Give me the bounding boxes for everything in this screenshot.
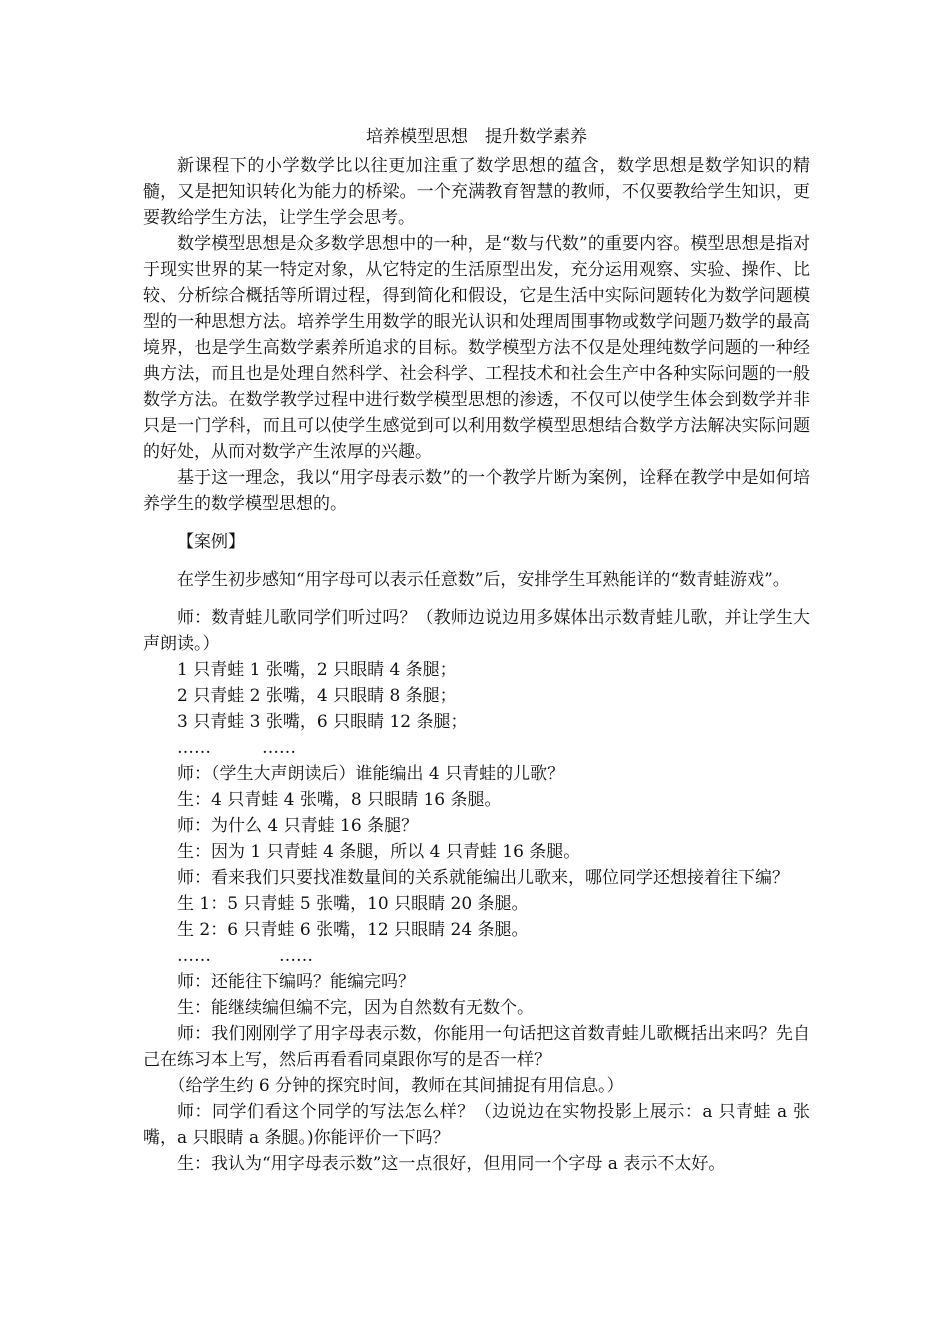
dialogue-line: 生：4 只青蛙 4 张嘴，8 只眼睛 16 条腿。	[177, 790, 502, 810]
song-line: 1 只青蛙 1 张嘴，2 只眼睛 4 条腿；	[177, 660, 457, 680]
song-line: 2 只青蛙 2 张嘴，4 只眼睛 8 条腿；	[177, 686, 457, 706]
dialogue-line: 师：看来我们只要找准数量间的关系就能编出儿歌来，哪位同学还想接着往下编？	[177, 868, 789, 888]
document-title: 培养模型思想 提升数学素养	[366, 127, 587, 147]
dialogue-line: 师：同学们看这个同学的写法怎么样？（边说边在实物投影上展示：a 只青蛙 a 张嘴，a 只眼睛 a 条腿。)你能评价一下吗？	[143, 1102, 810, 1148]
song-line: 3 只青蛙 3 张嘴，6 只眼睛 12 条腿；	[177, 712, 468, 732]
paragraph-model-thinking: 数学模型思想是众多数学思想中的一种，是“数与代数”的重要内容。模型思想是指对于现实世界的某一特定对象，从它特定的生活原型出发，充分运用观察、实验、操作、比较、分析综合概括等所谓过程，得到简化和假设，它是生活中实际问题转化为数学问题模型的一种思想方法。培养学生用数学的眼光认识和处理周围事物或数学问题乃数学的最高境界，也是学生高数学素养所追求的目标。数学模型方法不仅是处理纯数学问题的一种经典方法，而且也是处理自然科学、社会科学、工程技术和社会生产中各种实际问题的一般数学方法。在数学教学过程中进行数学模型思想的渗透，不仅可以使学生体会到数学并非只是一门学科，而且可以使学生感觉到可以利用数学模型思想结合数学方法解决实际问题的好处，从而对数学产生浓厚的兴趣。	[143, 234, 810, 462]
note-line: （给学生约 6 分钟的探究时间，教师在其间捕捉有用信息。）	[168, 1076, 624, 1096]
document-body	[143, 124, 810, 1177]
case-heading: 【案例】	[177, 532, 245, 552]
dialogue-line: 生：能继续编但编不完，因为自然数有无数个。	[177, 998, 534, 1018]
dialogue-line: 师：数青蛙儿歌同学们听过吗？（教师边说边用多媒体出示数青蛙儿歌，并让学生大声朗读。）	[143, 608, 810, 654]
paragraph-case-intro: 在学生初步感知“用字母可以表示任意数”后，安排学生耳熟能详的“数青蛙游戏”。	[177, 570, 790, 590]
dialogue-line: 生：我认为“用字母表示数”这一点很好，但用同一个字母 a 表示不太好。	[177, 1154, 726, 1174]
dialogue-line: 生：因为 1 只青蛙 4 条腿，所以 4 只青蛙 16 条腿。	[177, 842, 581, 862]
dialogue-line: 师：我们刚刚学了用字母表示数，你能用一句话把这首数青蛙儿歌概括出来吗？先自己在练习本上写，然后再看看同桌跟你写的是否一样？	[143, 1024, 810, 1070]
dialogue-line: 师：还能往下编吗？能编完吗？	[177, 972, 415, 992]
ellipsis-line: …… ……	[177, 738, 296, 758]
paragraph-intro: 新课程下的小学数学比以往更加注重了数学思想的蕴含，数学思想是数学知识的精髓，又是把知识转化为能力的桥梁。一个充满教育智慧的教师，不仅要教给学生知识，更要教给学生方法，让学生学会思考。	[143, 156, 810, 228]
paragraph-concept: 基于这一理念，我以“用字母表示数”的一个教学片断为案例，诠释在教学中是如何培养学生的数学模型思想的。	[143, 468, 810, 514]
dialogue-line: 生 1：5 只青蛙 5 张嘴，10 只眼睛 20 条腿。	[177, 894, 529, 914]
dialogue-line: 师：为什么 4 只青蛙 16 条腿？	[177, 816, 419, 836]
ellipsis-line: …… ……	[177, 946, 313, 966]
dialogue-line: 生 2：6 只青蛙 6 张嘴，12 只眼睛 24 条腿。	[177, 920, 529, 940]
dialogue-line: 师：（学生大声朗读后）谁能编出 4 只青蛙的儿歌？	[177, 764, 565, 784]
